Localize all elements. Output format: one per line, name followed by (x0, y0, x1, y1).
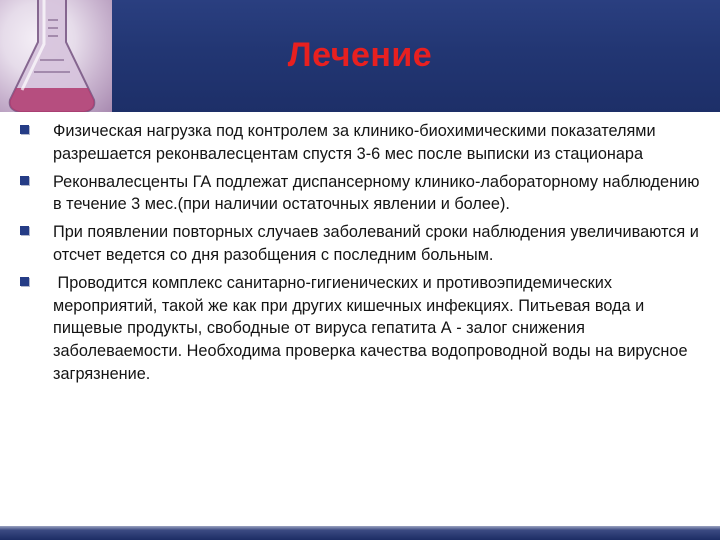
square-bullet-icon (20, 226, 29, 235)
bullet-text: При появлении повторных случаев заболеваний сроки наблюдения увеличиваются и отсчет ведется со дня разобщения с последним больным. (53, 223, 699, 264)
bullet-item (20, 221, 700, 267)
footer-bar (0, 526, 720, 540)
bullet-text: Физическая нагрузка под контролем за клинико-биохимическими показателями разрешается реконвалесцентам спустя 3-6 мес после выписки из стационара (53, 122, 656, 163)
bullet-item (20, 120, 700, 166)
bullet-item (20, 171, 700, 217)
bullet-text: Реконвалесценты ГА подлежат диспансерному клинико-лабораторному наблюдению в течение 3 мес.(при наличии остаточных явлении и более). (53, 172, 700, 214)
square-bullet-icon (20, 176, 29, 185)
bullet-list (20, 120, 700, 391)
laboratory-flask-icon (0, 0, 112, 112)
bullet-item (20, 272, 700, 386)
bullet-text: Проводится комплекс санитарно-гигиенических и противоэпидемических мероприятий, такой же как при других кишечных инфекциях. Питьевая вода и пищевые продукты, свободные от вируса гепатита А - залог снижения заболеваемости. Необходима проверка качества водопроводной воды на вирусное загрязнение. (53, 273, 693, 383)
slide-title: Лечение (287, 36, 433, 74)
square-bullet-icon (20, 277, 29, 286)
square-bullet-icon (20, 125, 29, 134)
